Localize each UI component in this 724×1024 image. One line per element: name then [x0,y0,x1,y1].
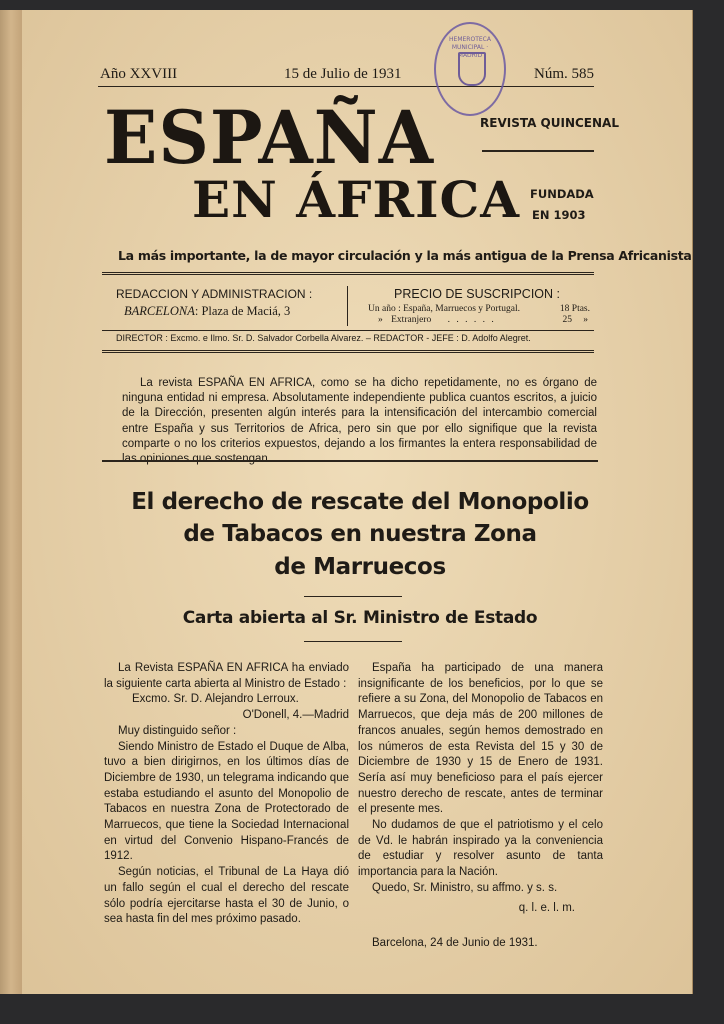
admin-city: BARCELONA [124,304,195,318]
stamp-text: HEMEROTECA MUNICIPAL · MADRID [449,36,491,59]
subscription-label: PRECIO DE SUSCRIPCION : [394,287,560,301]
revista-quincenal: REVISTA QUINCENAL [480,116,619,130]
subtitle-short-rule [304,641,402,642]
library-stamp [434,22,506,116]
letter-greeting: Muy distinguido señor : [118,724,237,737]
left-paragraph: Según noticias, el Tribunal de La Haya dió un fallo según el cual el derecho del rescate sólo podría ejercitarse hasta el 30 de Junio, o sea hasta fin del mes próximo pasado. [104,866,349,926]
article-subtitle: Carta abierta al Sr. Ministro de Estado [182,608,538,628]
admin-street: : Plaza de Maciá, 3 [194,304,291,318]
masthead-title-line2: EN ÁFRICA [192,170,521,229]
sub-region-2: Extranjero [391,315,432,325]
fundada-label: FUNDADA [530,187,594,201]
book-spine [0,10,23,994]
sub-mark: » [378,315,383,325]
letter-address: O'Donell, 4.—Madrid [242,709,349,722]
subscription-row2 [368,315,594,325]
article-column-right [358,661,603,952]
sub-period: Un año : [368,304,401,314]
fundada-year: EN 1903 [532,208,586,222]
issue-date: 15 de Julio de 1931 [284,66,402,82]
sub-region-1: España, Marruecos y Portugal. [403,304,520,314]
intro-notice [122,376,597,467]
issue-year: Año XXVIII [100,66,178,82]
magazine-page [22,10,693,994]
sub-dots: . . . . . . [447,315,496,325]
title-short-rule [304,596,402,597]
masthead-tagline: La más importante, la de mayor circulación y la más antigua de la Prensa Africanista [118,248,692,263]
letter-closing: Quedo, Sr. Ministro, su affmo. y s. s. [372,881,558,894]
article-title-line1: El derecho de rescate del Monopolio [131,489,589,515]
letter-addressee: Excmo. Sr. D. Alejandro Lerroux. [132,693,299,706]
left-paragraph: Siendo Ministro de Estado el Duque de Alba, tuvo a bien dirigirnos, en los últimos días de Diciembre de 1930, un telegrama indicando que estaba estudiando el asunto del Monopolio de Tabacos en nuestra Zona de Protectorado de Marruecos, que tiene la Sociedad Internacional en virtud del Convenio Hispano-Francés de 1912. [104,740,349,863]
admin-rule [102,330,594,331]
masthead-side-rule [482,150,594,152]
admin-divider [347,286,348,326]
stamp-shield-icon [458,52,486,86]
article-title-line3: de Marruecos [274,554,446,580]
letter-qlelm: q. l. e. l. m. [518,901,575,914]
left-paragraph: La Revista ESPAÑA EN AFRICA ha enviado la siguiente carta abierta al Ministro de Estado : [104,662,349,690]
sub-price-2: 25 [562,315,572,325]
admin-label: REDACCION Y ADMINISTRACION : [116,287,313,301]
article-column-left [104,661,349,928]
header-rule [98,86,594,87]
admin-address [124,304,290,319]
staff-rule [102,350,594,355]
letter-signoff-date: Barcelona, 24 de Junio de 1931. [372,937,538,950]
masthead-title-line1: ESPAÑA [104,93,435,182]
subscription-row1 [368,304,594,314]
right-paragraph: No dudamos de que el patriotismo y el celo de Vd. le habrán inspirado ya la conveniencia de estudiar y resolver asunto de tanta importancia para la Nación. [358,819,603,879]
intro-bottom-rule [102,460,598,462]
right-paragraph: España ha participado de una manera insignificante de los beneficios, por lo que se refiere a su Zona, del Monopolio de Tabacos en Marruecos, que deja más de 200 millones de francos anuales, según hemos demostrado en los números de esta Revista del 15 y 30 de Diciembre de 1930 y 15 de Enero de 1931. Sería así muy beneficioso para el país ejercer nuestro derecho de rescate, antes de terminar el presente mes. [358,662,603,816]
masthead-bottom-rule [102,272,594,277]
staff-line: DIRECTOR : Excmo. e Ilmo. Sr. D. Salvador Corbella Alvarez. – REDACTOR - JEFE : D. Adolfo Alegret. [116,333,531,343]
sub-mark-2: » [583,315,588,325]
sub-price-1: 18 Ptas. [559,304,590,314]
issue-number: Núm. 585 [534,66,594,82]
intro-text: La revista ESPAÑA EN AFRICA, como se ha dicho repetidamente, no es órgano de ninguna entidad ni empresa. Absolutamente independiente publica cuantos escritos, a juicio de la Dirección, presenten algún interés para la intensificación del intercambio comercial entre España y sus Territorios de Africa, pero sin que por ello signifique que la revista comparte o no los criterios expuestos, dejando a los firmantes la entera responsabilidad de las opiniones que sostengan. [122,377,597,466]
article-title-line2: de Tabacos en nuestra Zona [183,521,537,547]
